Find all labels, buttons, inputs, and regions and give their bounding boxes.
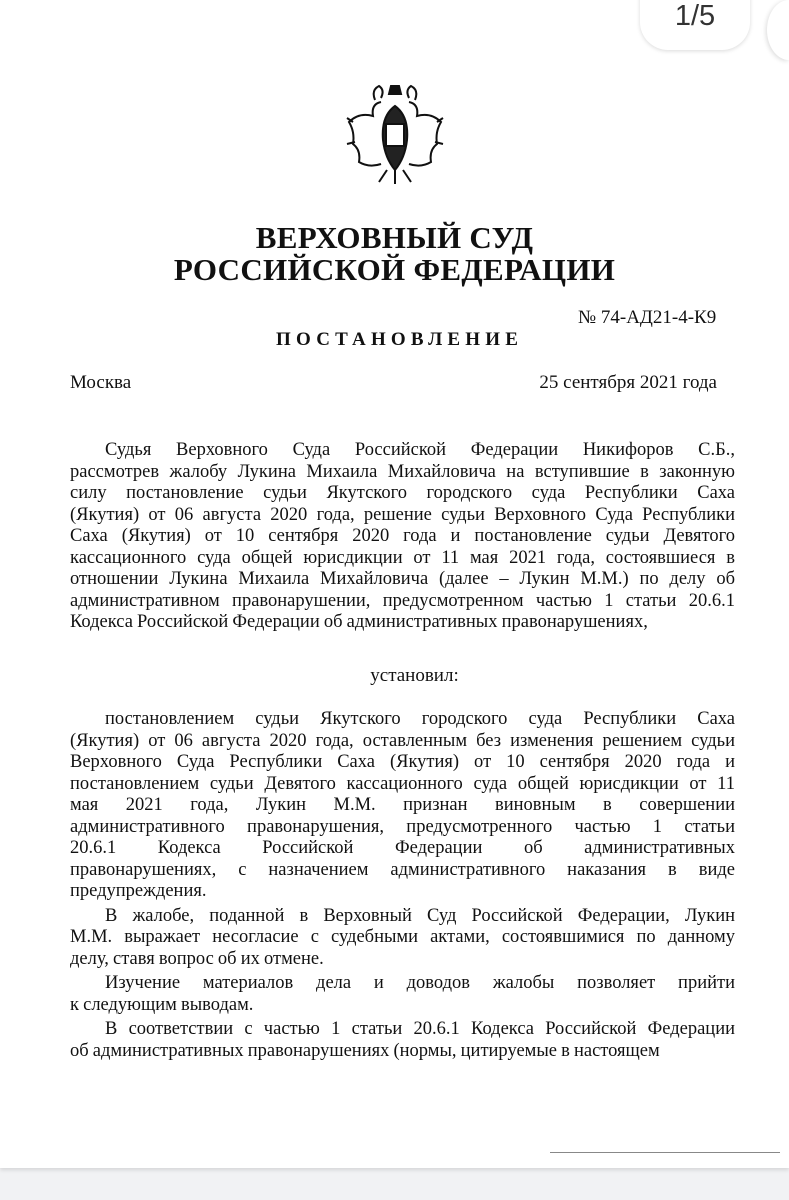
- text-line: постановлением судьи Якутского городского суда Республики Саха: [105, 709, 735, 729]
- text-line: правонарушениях, с назначением административного наказания в виде: [70, 859, 735, 880]
- text-line: кассационного суда общей юрисдикции от 11 мая 2021 года, состоявшиеся в: [70, 547, 735, 568]
- text-line: административного правонарушения, предусмотренного частью 1 статьи: [70, 816, 735, 837]
- text-line: делу, ставя вопрос об их отмене.: [70, 948, 324, 969]
- text-line: В соответствии с частью 1 статьи 20.6.1 Кодекса Российской Федерации: [105, 1019, 735, 1039]
- intro-paragraph: [70, 440, 735, 634]
- text-line: Изучение материалов дела и доводов жалобы позволяет прийти: [105, 973, 735, 993]
- text-line: Судья Верховного Суда Российской Федерации Никифоров С.Б.,: [105, 440, 735, 460]
- text-line: административном правонарушении, предусмотренном частью 1 статьи 20.6.1: [70, 590, 735, 611]
- text-line: (Якутия) от 06 августа 2020 года, решение судьи Верховного Суда Республики: [70, 504, 735, 525]
- page-indicator: 1/5: [640, 0, 750, 50]
- court-name-line1: ВЕРХОВНЫЙ СУД: [255, 220, 534, 255]
- text-line: В жалобе, поданной в Верховный Суд Российской Федерации, Лукин: [105, 905, 735, 926]
- text-line: Кодекса Российской Федерации об административных правонарушениях,: [70, 612, 648, 632]
- court-name-line2: РОССИЙСКОЙ ФЕДЕРАЦИИ: [173, 252, 616, 287]
- text-line: отношении Лукина Михаила Михайловича (далее – Лукин М.М.) по делу об: [70, 569, 735, 589]
- text-line: силу постановление судьи Якутского городского суда Республики Саха: [70, 483, 735, 503]
- paragraph: [70, 973, 735, 1016]
- text-line: Саха (Якутия) от 10 сентября 2020 года и постановление судьи Девятого: [70, 526, 735, 546]
- text-line: М.М. выражает несогласие с судебными актами, состоявшимися по данному: [70, 927, 735, 947]
- text-line: Верховного Суда Республики Саха (Якутия) от 10 сентября 2020 года и: [70, 752, 735, 772]
- footer-rule: [550, 1152, 780, 1153]
- document-type: ПОСТАНОВЛЕНИЕ: [276, 329, 524, 350]
- case-number: № 74-АД21-4-К9: [578, 307, 717, 328]
- body-text: [70, 709, 735, 1065]
- established-heading: установил:: [370, 665, 459, 686]
- text-line: к следующим выводам.: [70, 994, 254, 1015]
- coat-of-arms-emblem: [345, 82, 445, 187]
- text-line: (Якутия) от 06 августа 2020 года, оставленным без изменения решением судьи: [70, 730, 735, 751]
- text-line: предупреждения.: [70, 881, 207, 901]
- text-line: мая 2021 года, Лукин М.М. признан виновным в совершении: [70, 795, 735, 815]
- text-line: постановлением судьи Девятого кассационного суда общей юрисдикции от 11: [70, 773, 735, 794]
- text-line: рассмотрев жалобу Лукина Михаила Михайловича на вступившие в законную: [70, 461, 735, 482]
- paragraph: [70, 906, 735, 971]
- city: Москва: [70, 372, 132, 393]
- document-date: 25 сентября 2021 года: [539, 372, 717, 393]
- text-line: об административных правонарушениях (нормы, цитируемые в настоящем: [70, 1040, 660, 1061]
- paragraph: [70, 709, 735, 903]
- paragraph: [70, 1019, 735, 1062]
- text-line: 20.6.1 Кодекса Российской Федерации об административных: [70, 838, 735, 858]
